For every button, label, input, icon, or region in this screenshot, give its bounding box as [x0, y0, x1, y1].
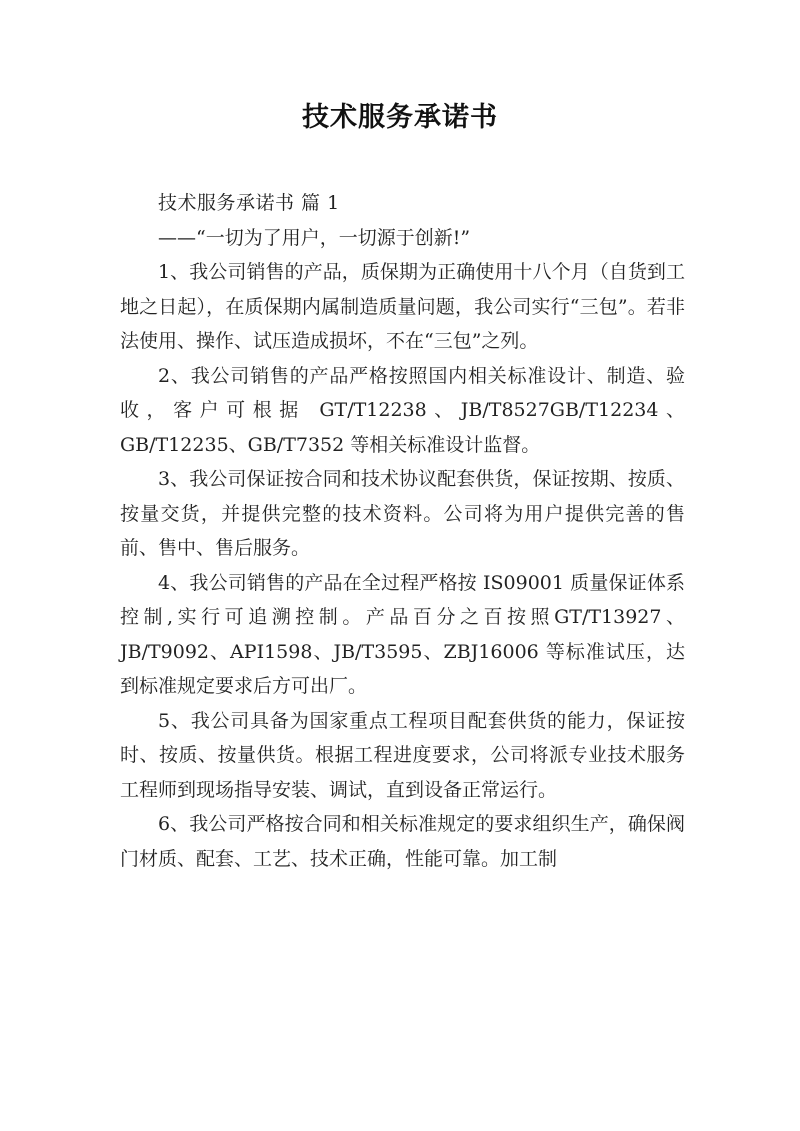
document-title: 技术服务承诺书 — [302, 102, 498, 133]
slogan-line: ——“一切为了用户，一切源于创新!” — [158, 226, 471, 249]
paragraph-4: 4、我公司销售的产品在全过程严格按 IS09001 质量保证体系控制,实行可追溯控制。产品百分之百按照GT/T13927、JB/T9092、API1598、JB/T3595、ZBJ16006 等标准试压，达到标准规定要求后方可出厂。 — [120, 571, 685, 697]
paragraph-2: 2、我公司销售的产品严格按照国内相关标准设计、制造、验收，客户可根据 GT/T12238、JB/T8527GB/T12234、GB/T12235、GB/T7352 等相关标准设计监督。 — [120, 364, 685, 456]
paragraph-6: 6、我公司严格按合同和相关标准规定的要求组织生产，确保阀门材质、配套、工艺、技术正确，性能可靠。加工制 — [120, 813, 685, 870]
document-subtitle: 技术服务承诺书 篇 1 — [158, 192, 340, 214]
paragraph-1: 1、我公司销售的产品，质保期为正确使用十八个月（自货到工地之日起），在质保期内属制造质量问题，我公司实行“三包”。若非法使用、操作、试压造成损坏，不在“三包”之列。 — [120, 261, 685, 352]
paragraph-3: 3、我公司保证按合同和技术协议配套供货，保证按期、按质、按量交货，并提供完整的技术资料。公司将为用户提供完善的售前、售中、售后服务。 — [120, 468, 685, 559]
paragraph-5: 5、我公司具备为国家重点工程项目配套供货的能力，保证按时、按质、按量供货。根据工程进度要求，公司将派专业技术服务工程师到现场指导安装、调试，直到设备正常运行。 — [120, 709, 685, 801]
document-body — [120, 186, 685, 876]
